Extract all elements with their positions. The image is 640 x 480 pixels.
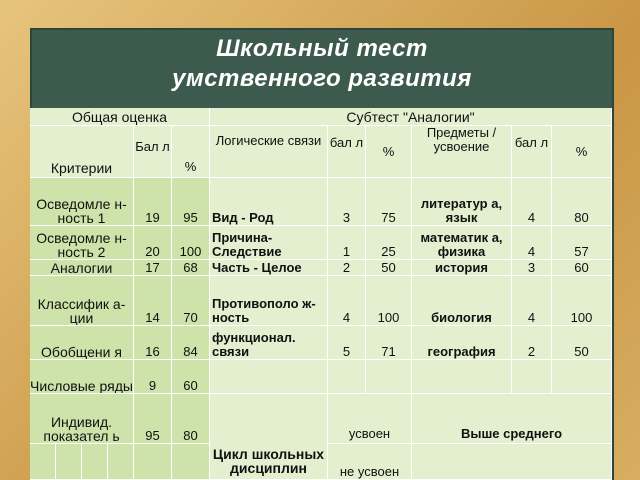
slide-title	[30, 34, 614, 104]
row7-score: 95	[134, 394, 172, 444]
row5-subject: география	[412, 326, 512, 360]
row1-logic: Вид - Род	[210, 178, 328, 226]
row3-lpct: 50	[366, 260, 412, 276]
header-score: Бал л	[134, 126, 172, 178]
row4-logic: Противополо ж- ность	[210, 276, 328, 326]
row1-lpct: 75	[366, 178, 412, 226]
row3-criterion: Аналогии	[30, 260, 134, 276]
header-score3: бал л	[512, 126, 552, 178]
row1-criterion: Осведомле н- ность 1	[30, 178, 134, 226]
header-logic: Логические связи	[210, 126, 328, 178]
row3-spct: 60	[552, 260, 612, 276]
row1-subject: литератур а, язык	[412, 178, 512, 226]
row4-sscore: 4	[512, 276, 552, 326]
row6-empty-c	[366, 360, 412, 394]
footer-above-average: Выше среднего	[412, 394, 612, 444]
footer-empty	[412, 444, 612, 480]
title-line-1: Школьный тест	[216, 35, 428, 62]
row6-empty-a	[210, 360, 328, 394]
row1-lscore: 3	[328, 178, 366, 226]
footer-learned: усвоен	[328, 394, 412, 444]
header-criteria: Критерии	[30, 126, 134, 178]
row2-criterion: Осведомле н-ность 2	[30, 226, 134, 260]
row1-spct: 80	[552, 178, 612, 226]
row6-empty-b	[328, 360, 366, 394]
row6-score: 9	[134, 360, 172, 394]
row1-score: 19	[134, 178, 172, 226]
bottom-empty-2	[56, 444, 82, 480]
row2-subject: математик а, физика	[412, 226, 512, 260]
row5-score: 16	[134, 326, 172, 360]
header-general: Общая оценка	[30, 108, 210, 126]
results-table	[30, 108, 612, 480]
row2-lpct: 25	[366, 226, 412, 260]
title-line-2: умственного развития	[172, 65, 472, 92]
row5-criterion: Обобщени я	[30, 326, 134, 360]
row7-criterion: Индивид. показател ь	[30, 394, 134, 444]
row5-logic: функционал. связи	[210, 326, 328, 360]
row3-sscore: 3	[512, 260, 552, 276]
row6-pct: 60	[172, 360, 210, 394]
header-pct: %	[172, 126, 210, 178]
footer-cycle: Цикл школьных дисциплин	[210, 394, 328, 480]
row6-criterion: Числовые ряды	[30, 360, 134, 394]
row4-criterion: Классифик а-ции	[30, 276, 134, 326]
header-subjects: Предметы / усвоение	[412, 126, 512, 178]
row5-sscore: 2	[512, 326, 552, 360]
bottom-empty-6	[172, 444, 210, 480]
row4-subject: биология	[412, 276, 512, 326]
footer-not-learned: не усвоен	[328, 444, 412, 480]
row6-empty-e	[512, 360, 552, 394]
row6-empty-f	[552, 360, 612, 394]
row2-logic: Причина- Следствие	[210, 226, 328, 260]
row3-subject: история	[412, 260, 512, 276]
row3-pct: 68	[172, 260, 210, 276]
header-score2: бал л	[328, 126, 366, 178]
row5-lpct: 71	[366, 326, 412, 360]
row3-score: 17	[134, 260, 172, 276]
row3-logic: Часть - Целое	[210, 260, 328, 276]
row2-pct: 100	[172, 226, 210, 260]
row6-empty-d	[412, 360, 512, 394]
row2-spct: 57	[552, 226, 612, 260]
row1-sscore: 4	[512, 178, 552, 226]
row4-score: 14	[134, 276, 172, 326]
row4-lpct: 100	[366, 276, 412, 326]
header-pct3: %	[552, 126, 612, 178]
row5-spct: 50	[552, 326, 612, 360]
bottom-empty-5	[134, 444, 172, 480]
row4-lscore: 4	[328, 276, 366, 326]
bottom-empty-1	[30, 444, 56, 480]
row1-pct: 95	[172, 178, 210, 226]
row3-lscore: 2	[328, 260, 366, 276]
row4-spct: 100	[552, 276, 612, 326]
bottom-empty-4	[108, 444, 134, 480]
row2-score: 20	[134, 226, 172, 260]
header-pct2: %	[366, 126, 412, 178]
row5-lscore: 5	[328, 326, 366, 360]
row4-pct: 70	[172, 276, 210, 326]
header-subtest: Субтест "Аналогии"	[210, 108, 612, 126]
row7-pct: 80	[172, 394, 210, 444]
row2-sscore: 4	[512, 226, 552, 260]
row5-pct: 84	[172, 326, 210, 360]
row2-lscore: 1	[328, 226, 366, 260]
bottom-empty-3	[82, 444, 108, 480]
